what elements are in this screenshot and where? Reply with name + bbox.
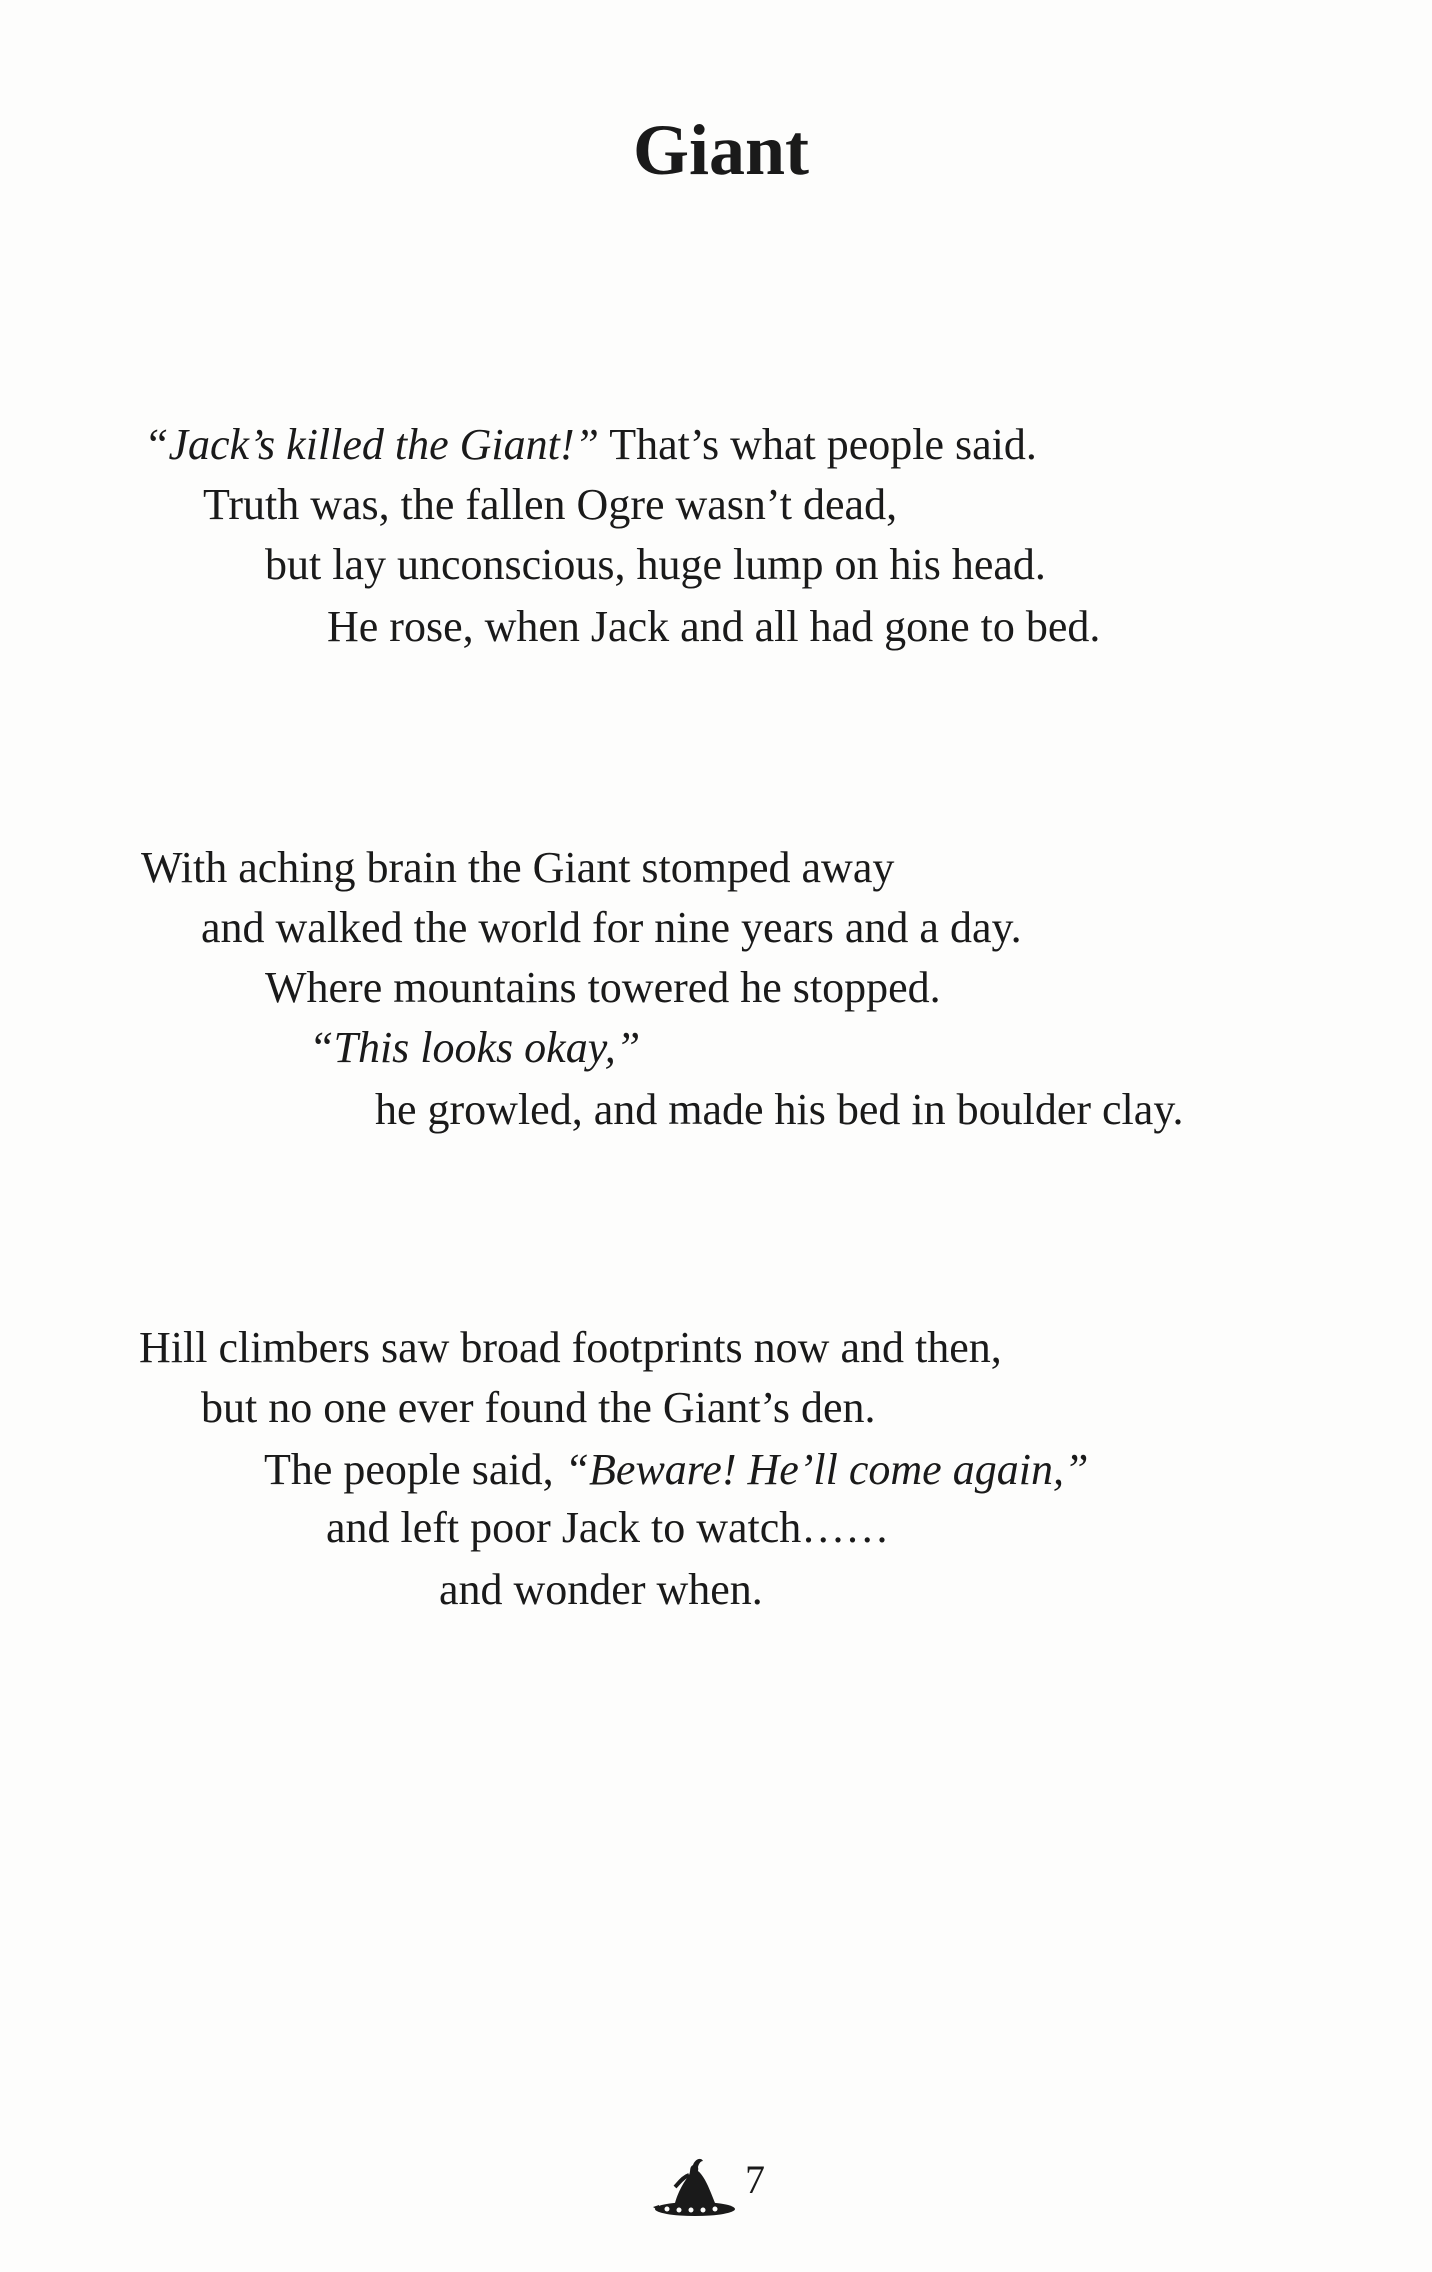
poem-line: but lay unconscious, huge lump on his head. [265,540,1046,589]
line-text: The people said, [264,1445,565,1494]
page-number: 7 [745,2157,765,2202]
quoted-speech: “Beware! He’ll come again,” [564,1445,1089,1494]
poem-title: Giant [632,110,810,190]
line-text: That’s what people said. [599,420,1037,469]
poem-line: He rose, when Jack and all had gone to bed. [327,602,1101,651]
poem-line: Truth was, the fallen Ogre wasn’t dead, [203,480,898,529]
poem-line [144,415,1037,475]
poem-line: Hill climbers saw broad footprints now and then, [139,1323,1002,1372]
quoted-speech: “Jack’s killed the Giant!” [144,420,599,469]
poem-line [264,1440,1088,1500]
page-footer [645,2145,765,2235]
poem-line: With aching brain the Giant stomped away [141,843,895,892]
poem-line: and wonder when. [439,1565,763,1614]
quoted-speech: “This looks okay,” [309,1023,641,1072]
giant-emblem-icon [645,2145,745,2225]
poem-line: he growled, and made his bed in boulder clay. [375,1085,1184,1134]
poem-line [309,1018,640,1078]
poem-line: and left poor Jack to watch…… [326,1503,890,1552]
poem-line: but no one ever found the Giant’s den. [201,1383,876,1432]
poem-line: and walked the world for nine years and a day. [201,903,1022,952]
poem-line: Where mountains towered he stopped. [265,963,941,1012]
